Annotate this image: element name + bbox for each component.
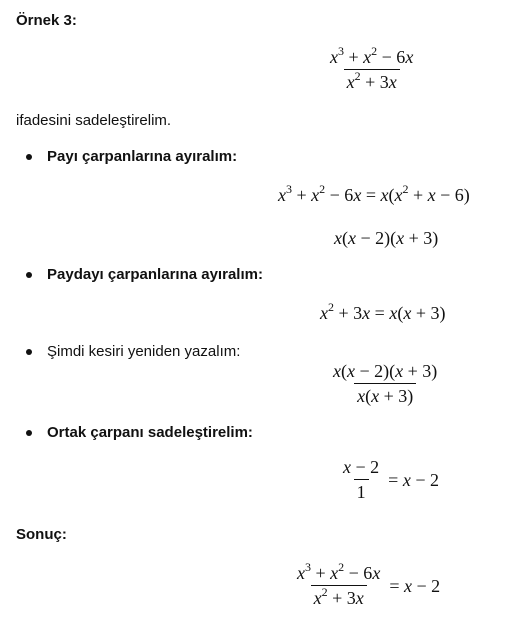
step-3-fraction <box>330 362 440 405</box>
step-2-label: Paydayı çarpanlarına ayıralım: <box>47 266 263 283</box>
step-4-label: Ortak çarpanı sadeleştirelim: <box>47 424 253 441</box>
example-title: Örnek 3: <box>16 12 77 29</box>
result-title: Sonuç: <box>16 526 67 543</box>
step-1-label: Payı çarpanlarına ayıralım: <box>47 148 238 165</box>
expression-denominator: $x^2 + 3x$ <box>344 69 400 91</box>
step-3-label: Şimdi kesiri yeniden yazalım: <box>47 343 241 360</box>
step-4-denominator: 1 <box>354 479 369 501</box>
bullet-icon <box>26 154 32 160</box>
expression-numerator: $x^3 + x^2 - 6x$ <box>330 44 414 67</box>
final-numerator: $x^3 + x^2 - 6x$ <box>297 560 381 583</box>
step-2-equation: $x^2 + 3x = x(x + 3)$ <box>320 300 446 323</box>
expression-fraction <box>327 44 416 92</box>
step-4-rhs: = x − 2 <box>388 469 439 490</box>
bullet-icon <box>26 349 32 355</box>
final-denominator: $x^2 + 3x$ <box>311 585 367 607</box>
step-2 <box>26 266 263 283</box>
step-4-equation <box>340 458 439 501</box>
step-3-denominator: x(x + 3) <box>354 383 416 405</box>
step-3-numerator: x(x − 2)(x + 3) <box>333 361 438 381</box>
step-1-factored: x(x − 2)(x + 3) <box>334 228 439 248</box>
step-4 <box>26 424 253 441</box>
step-3 <box>26 343 240 360</box>
step-1-equation: $x^3 + x^2 - 6x = x(x^2 + x - 6)$ <box>278 182 470 205</box>
step-4-numerator: x − 2 <box>343 457 380 477</box>
final-equation <box>294 560 441 608</box>
final-rhs: = x − 2 <box>389 575 441 596</box>
bullet-icon <box>26 272 32 278</box>
step-1 <box>26 148 237 165</box>
bullet-icon <box>26 430 32 436</box>
intro-text: ifadesini sadeleştirelim. <box>16 112 172 129</box>
